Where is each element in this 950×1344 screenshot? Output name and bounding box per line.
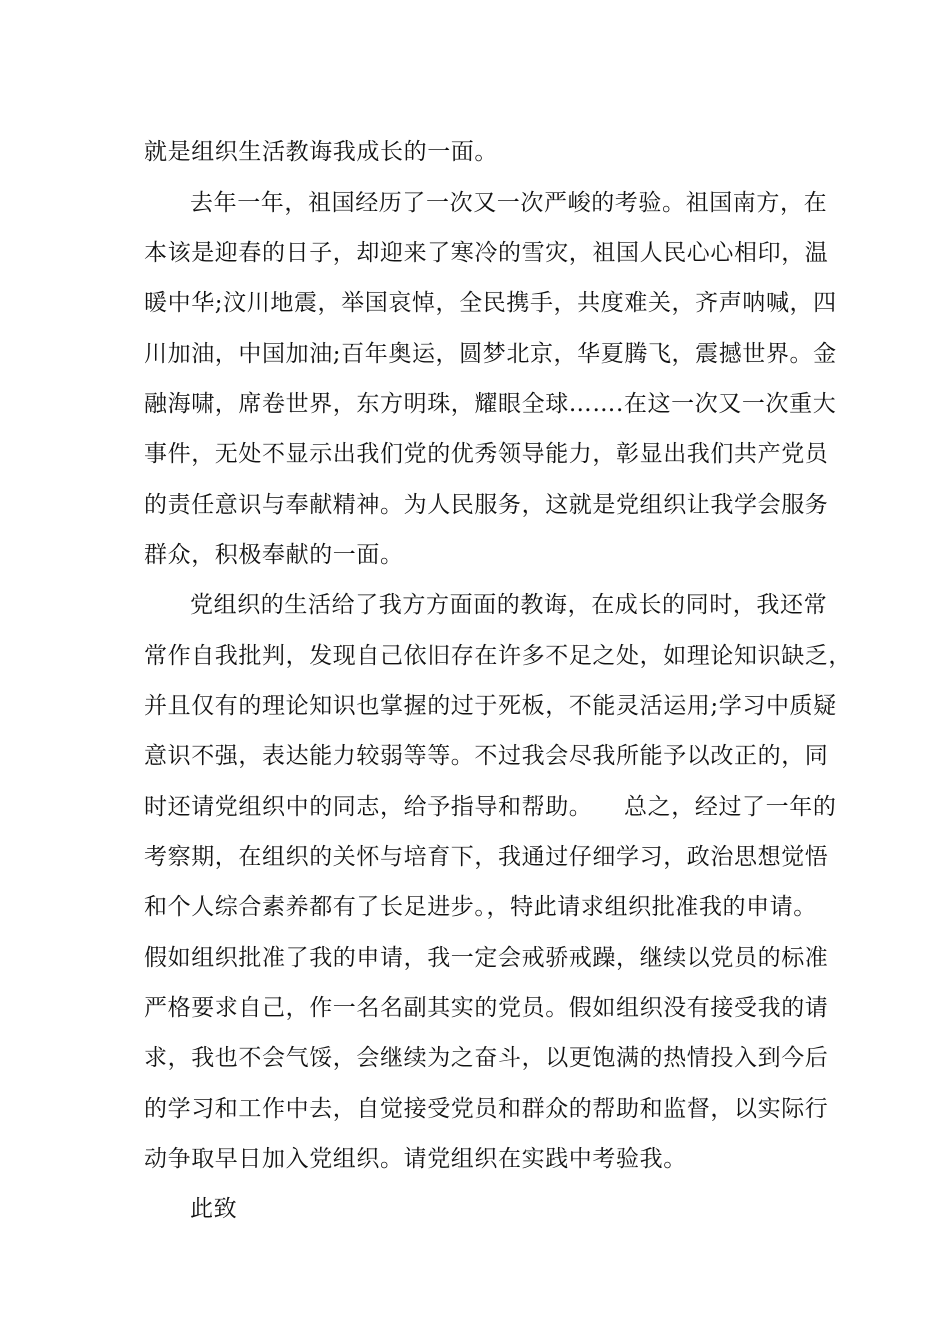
text-line: 严格要求自己，作一名名副其实的党员。假如组织没有接受我的请 (144, 995, 829, 1021)
text-line: 意识不强，表达能力较弱等等。不过我会尽我所能予以改正的，同 (144, 743, 829, 769)
text-line: 就是组织生活教诲我成长的一面。 (144, 139, 498, 165)
text-line: 和个人综合素养都有了长足进步。，特此请求组织批准我的申请。 (144, 894, 817, 920)
text-line: 的责任意识与奉献精神。为人民服务，这就是党组织让我学会服务 (144, 492, 829, 518)
text-line: 川加油，中国加油;百年奥运，圆梦北京，华夏腾飞，震撼世界。金 (144, 341, 837, 367)
paragraph-first-line: 去年一年，祖国经历了一次又一次严峻的考验。祖国南方，在 (190, 190, 828, 216)
text-line: 求，我也不会气馁，会继续为之奋斗，以更饱满的热情投入到今后 (144, 1045, 829, 1071)
paragraph-first-line: 党组织的生活给了我方方面面的教诲，在成长的同时，我还常 (190, 592, 828, 618)
text-line: 考察期，在组织的关怀与培育下，我通过仔细学习，政治思想觉悟 (144, 844, 829, 870)
text-line: 假如组织批准了我的申请，我一定会戒骄戒躁，继续以党员的标准 (144, 945, 829, 971)
text-line: 暖中华;汶川地震，举国哀悼，全民携手，共度难关，齐声呐喊，四 (144, 290, 837, 316)
text-line: 动争取早日加入党组织。请党组织在实践中考验我。 (144, 1146, 687, 1172)
text-line: 并且仅有的理论知识也掌握的过于死板，不能灵活运用;学习中质疑 (144, 693, 837, 719)
text-line: 的学习和工作中去，自觉接受党员和群众的帮助和监督，以实际行 (144, 1096, 829, 1122)
text-line: 融海啸，席卷世界，东方明珠，耀眼全球…….在这一次又一次重大 (144, 391, 837, 417)
text-line: 常作自我批判，发现自己依旧存在许多不足之处，如理论知识缺乏， (144, 643, 852, 669)
text-line: 群众，积极奉献的一面。 (144, 542, 404, 568)
text-line: 本该是迎春的日子，却迎来了寒冷的雪灾，祖国人民心心相印，温 (144, 240, 829, 266)
text-line: 时还请党组织中的同志，给予指导和帮助。 总之，经过了一年的 (144, 794, 837, 820)
text-line: 事件，无处不显示出我们党的优秀领导能力，彰显出我们共产党员 (144, 441, 829, 467)
closing-salutation: 此致 (190, 1196, 238, 1222)
